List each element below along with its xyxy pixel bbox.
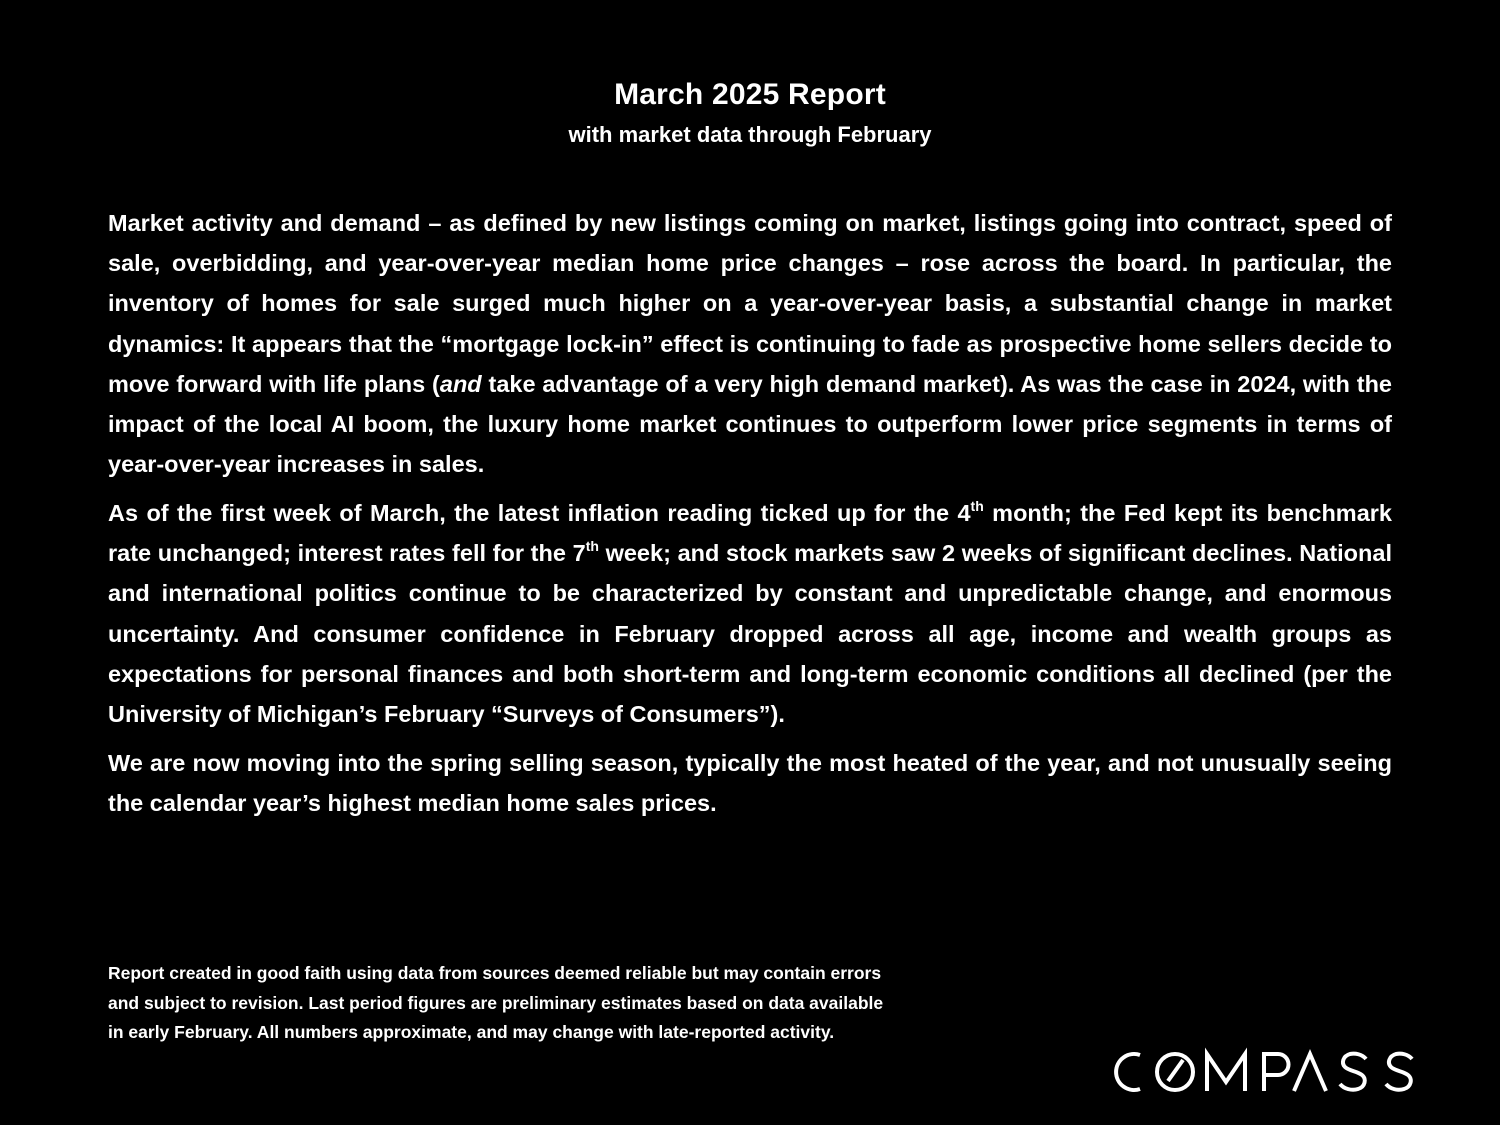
body-paragraph-2 [108, 493, 1392, 734]
disclaimer [108, 959, 1008, 1048]
disclaimer-line: in early February. All numbers approximate, and may change with late-reported activity. [108, 1022, 835, 1042]
ordinal-suffix: th [585, 538, 599, 555]
report-title: March 2025 Report [614, 78, 886, 111]
paragraph-2-text-c: week; and stock markets saw 2 weeks of significant declines. National and international politics continue to be characterized by constant and unpredictable change, and enormous uncertainty. And consumer confidence in February dropped across all age, income and wealth groups as expectations for personal finances and both short-term and long-term economic conditions all declined (per the University of Michigan’s February “Surveys of Consumers”). [108, 540, 1392, 727]
logo-letter-c [1116, 1054, 1140, 1090]
paragraph-2-text-b: month; the Fed kept its benchmark rate unchanged; interest rates fell for the 7 [108, 499, 1392, 567]
report-subtitle: with market data through February [568, 122, 932, 147]
disclaimer-line: and subject to revision. Last period figures are preliminary estimates based on data available [108, 992, 884, 1013]
logo-letter-a [1294, 1054, 1326, 1091]
body-paragraph-1 [108, 203, 1392, 484]
logo-letter-m [1207, 1054, 1245, 1091]
logo-letter-s [1340, 1054, 1366, 1090]
ordinal-suffix: th [970, 497, 984, 514]
compass-logo [1104, 1046, 1424, 1098]
paragraph-2-text-a: As of the first week of March, the latest inflation reading ticked up for the 4 [108, 499, 971, 526]
logo-letter-p [1264, 1054, 1289, 1091]
compass-needle-icon [1168, 1060, 1183, 1081]
body-paragraph-3: We are now moving into the spring selling season, typically the most heated of the year, and not unusually seeing the calendar year’s highest median home sales prices. [108, 749, 1392, 816]
disclaimer-line: Report created in good faith using data from sources deemed reliable but may contain errors [108, 963, 882, 983]
logo-letter-s [1386, 1054, 1412, 1090]
paragraph-1-emphasis: and [439, 370, 482, 397]
report-body [108, 203, 1392, 832]
paragraph-1-text: Market activity and demand – as defined by new listings coming on market, listings going into contract, speed of sale, overbidding, and year-over-year median home price changes – rose across the board. In particular, the inventory of homes for sale surged much higher on a year-over-year basis, a substantial change in market dynamics: It appears that the “mortgage lock-in” effect is continuing to fade as prospective home sellers decide to move forward with life plans ( [108, 210, 1392, 397]
paragraph-1-text-end: take advantage of a very high demand market). As was the case in 2024, with the impact of the local AI boom, the luxury home market continues to outperform lower price segments in terms of year-over-year increases in sales. [108, 370, 1392, 478]
compass-logo-graphic [1104, 1046, 1424, 1098]
